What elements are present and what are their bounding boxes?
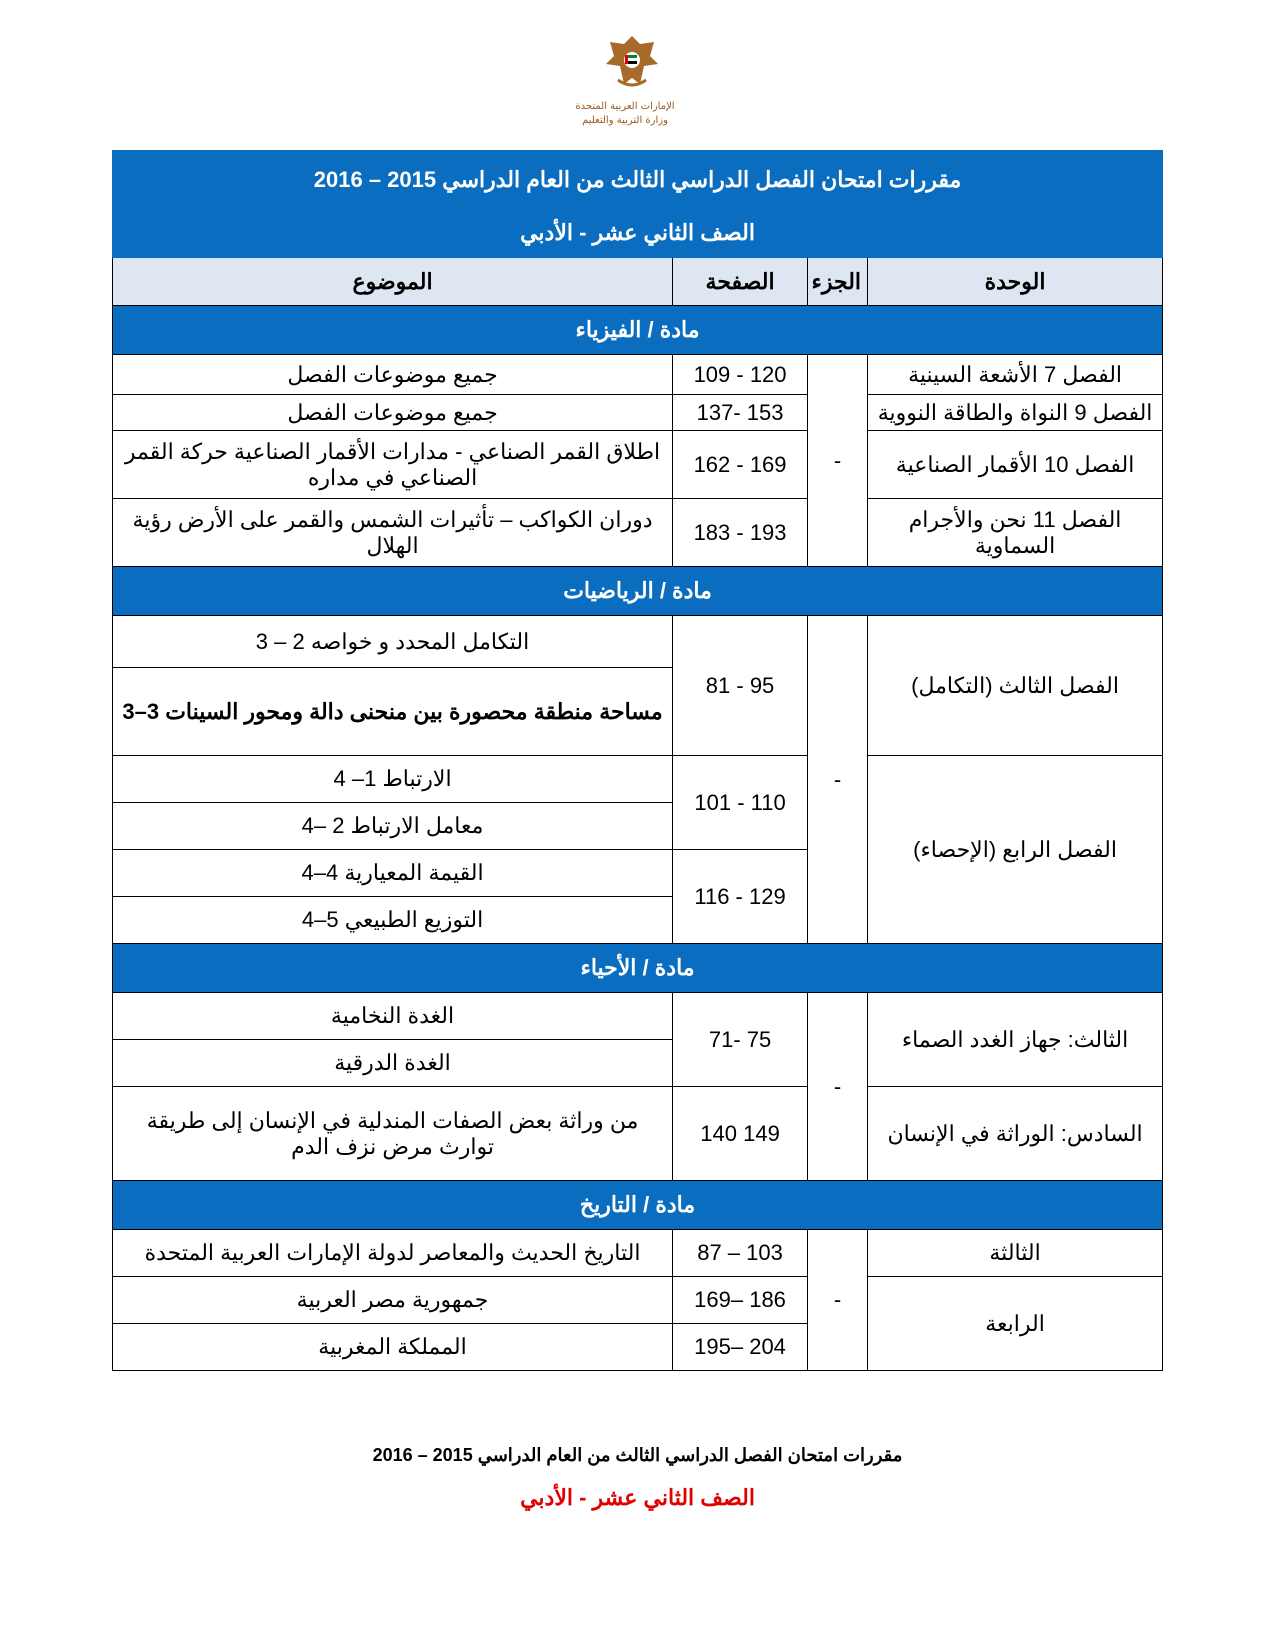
topic-cell: الارتباط 1– 4 [113,756,673,803]
table-row [113,395,1163,431]
table-row [113,1087,1163,1181]
subject-row-math [113,567,1163,616]
subject-row-history [113,1181,1163,1230]
topic-cell: التوزيع الطبيعي 5–4 [113,897,673,944]
subject-header: مادة / الفيزياء [113,306,1163,355]
table-row [113,616,1163,668]
page-cell: 116 - 129 [673,850,808,944]
topic-cell: معامل الارتباط 2 –4 [113,803,673,850]
page-cell: 137- 153 [673,395,808,431]
page-cell: 71- 75 [673,993,808,1087]
page-cell: 81 - 95 [673,616,808,756]
table-row [113,756,1163,803]
unit-cell: الفصل الثالث (التكامل) [868,616,1163,756]
page-cell: 109 - 120 [673,355,808,395]
ministry-line1: الإمارات العربية المتحدة [575,101,675,112]
page-cell: 169– 186 [673,1277,808,1324]
table-row [113,1230,1163,1277]
topic-cell: المملكة المغربية [113,1324,673,1371]
column-header-row [113,258,1163,306]
footer-title: مقررات امتحان الفصل الدراسي الثالث من العام الدراسي 2015 – 2016 [372,1445,903,1465]
part-cell: - [808,355,868,567]
topic-cell: جمهورية مصر العربية [113,1277,673,1324]
table-row [113,431,1163,499]
subject-header: مادة / التاريخ [113,1181,1163,1230]
part-cell: - [808,993,868,1181]
ministry-line2: وزارة التربية والتعليم [582,115,668,126]
page-cell: 140 149 [673,1087,808,1181]
subject-header: مادة / الأحياء [113,944,1163,993]
table-row [113,1277,1163,1324]
unit-cell: الفصل 11 نحن والأجرام السماوية [868,499,1163,567]
col-topic-header: الموضوع [113,258,673,306]
unit-cell: الرابعة [868,1277,1163,1371]
table-row [113,355,1163,395]
uae-emblem-logo [600,30,664,94]
ministry-name [520,100,730,128]
part-cell: - [808,616,868,944]
col-unit-header: الوحدة [868,258,1163,306]
topic-cell: التاريخ الحديث والمعاصر لدولة الإمارات العربية المتحدة [113,1230,673,1277]
page-cell: 87 – 103 [673,1230,808,1277]
topic-cell: الغدة الدرقية [113,1040,673,1087]
topic-cell: اطلاق القمر الصناعي - مدارات الأقمار الصناعية حركة القمر الصناعي في مداره [113,431,673,499]
subject-header: مادة / الرياضيات [113,567,1163,616]
topic-cell: التكامل المحدد و خواصه 2 – 3 [113,616,673,668]
page-cell: 162 - 169 [673,431,808,499]
page-cell: 183 - 193 [673,499,808,567]
unit-cell: الفصل 7 الأشعة السينية [868,355,1163,395]
topic-cell: من وراثة بعض الصفات المندلية في الإنسان إلى طريقة توارث مرض نزف الدم [113,1087,673,1181]
topic-cell: مساحة منطقة محصورة بين منحنى دالة ومحور السينات 3–3 [113,668,673,756]
table-row [113,993,1163,1040]
part-cell: - [808,1230,868,1371]
topic-cell: الغدة النخامية [113,993,673,1040]
topic-cell: دوران الكواكب – تأثيرات الشمس والقمر على الأرض رؤية الهلال [113,499,673,567]
topic-cell: جميع موضوعات الفصل [113,395,673,431]
topic-cell: جميع موضوعات الفصل [113,355,673,395]
footer-subtitle: الصف الثاني عشر - الأدبي [520,1485,755,1510]
topic-cell: القيمة المعيارية 4–4 [113,850,673,897]
page-cell: 101 - 110 [673,756,808,850]
col-part-header: الجزء [808,258,868,306]
unit-cell: الثالثة [868,1230,1163,1277]
exam-schedule-table [112,150,1163,1371]
unit-cell: السادس: الوراثة في الإنسان [868,1087,1163,1181]
table-row [113,499,1163,567]
unit-cell: الثالث: جهاز الغدد الصماء [868,993,1163,1087]
table-subtitle: الصف الثاني عشر - الأدبي [113,209,1163,258]
page-cell: 195– 204 [673,1324,808,1371]
subject-row-biology [113,944,1163,993]
unit-cell: الفصل 9 النواة والطاقة النووية [868,395,1163,431]
subject-row-physics [113,306,1163,355]
table-title: مقررات امتحان الفصل الدراسي الثالث من العام الدراسي 2015 – 2016 [113,151,1163,209]
unit-cell: الفصل 10 الأقمار الصناعية [868,431,1163,499]
unit-cell: الفصل الرابع (الإحصاء) [868,756,1163,944]
col-page-header: الصفحة [673,258,808,306]
